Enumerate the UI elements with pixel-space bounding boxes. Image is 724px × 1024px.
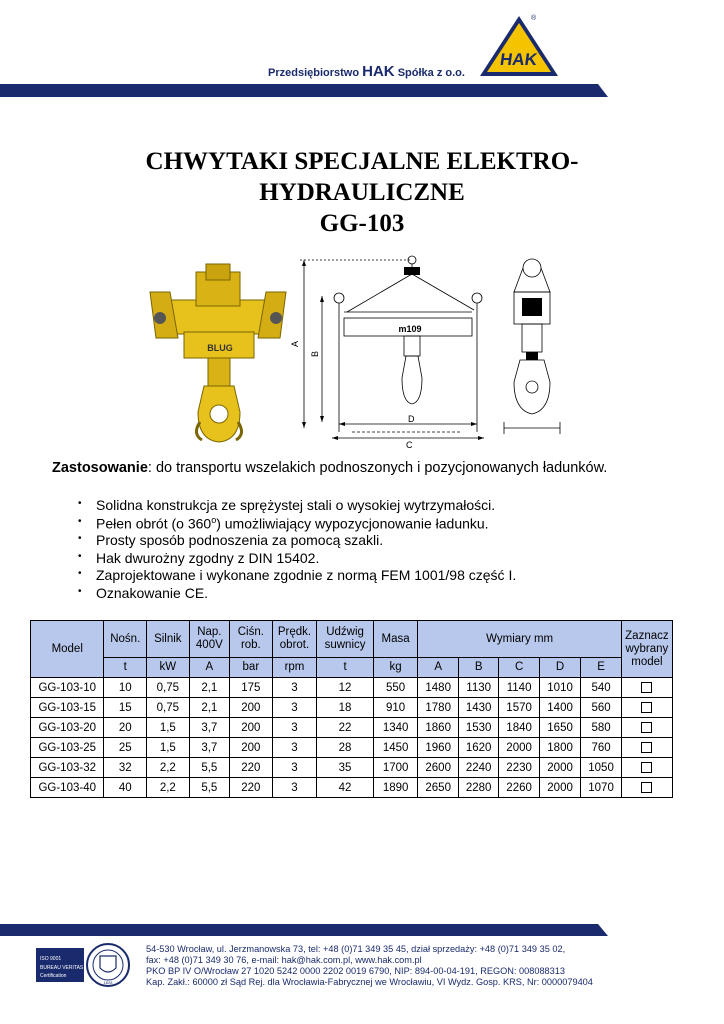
footer-line: fax: +48 (0)71 349 30 76, e-mail: hak@hak.com.pl, www.hak.com.pl <box>146 955 422 965</box>
value-cell: 25 <box>104 738 147 758</box>
value-cell: 12 <box>317 678 373 698</box>
bureau-veritas-cert-logo <box>36 942 132 988</box>
technical-drawing-side <box>500 252 564 442</box>
header-nosn: Nośn. <box>104 621 147 658</box>
value-cell: 42 <box>317 778 373 798</box>
footer-line: 54-530 Wrocław, ul. Jerzmanowska 73, tel: +48 (0)71 349 35 45, dział sprzedaży: +48 (0)71 349 35 02, <box>146 944 566 954</box>
model-cell: GG-103-25 <box>31 738 104 758</box>
value-cell: 1070 <box>581 778 621 798</box>
value-cell: 760 <box>581 738 621 758</box>
value-cell: 3 <box>272 738 317 758</box>
value-cell: 2230 <box>499 758 539 778</box>
value-cell: 2,1 <box>189 678 229 698</box>
select-model-checkbox[interactable] <box>641 782 652 793</box>
table-row <box>31 698 673 718</box>
value-cell: 1650 <box>539 718 581 738</box>
cert-line-1: ISO 9001 <box>40 956 62 962</box>
value-cell: 1570 <box>499 698 539 718</box>
value-cell: 2280 <box>458 778 498 798</box>
value-cell: 2000 <box>499 738 539 758</box>
header-udzwig-2: suwnicy <box>324 639 366 651</box>
value-cell: 32 <box>104 758 147 778</box>
spec-table <box>30 620 673 798</box>
select-model-cell <box>621 698 672 718</box>
value-cell: 3 <box>272 698 317 718</box>
header-masa: Masa <box>373 621 418 658</box>
table-row <box>31 678 673 698</box>
value-cell: 200 <box>230 718 273 738</box>
company-suffix: Spółka z o.o. <box>397 67 465 79</box>
company-prefix: Przedsiębiorstwo <box>268 67 360 79</box>
degree-superscript: o <box>211 514 217 525</box>
value-cell: 1840 <box>499 718 539 738</box>
photo-label: BLUG <box>207 343 233 353</box>
value-cell: 1,5 <box>147 738 190 758</box>
value-cell: 1620 <box>458 738 498 758</box>
model-cell: GG-103-40 <box>31 778 104 798</box>
unit-cell: A <box>189 658 229 678</box>
logo-text: HAK <box>498 50 539 69</box>
header-cisn-2: rob. <box>240 639 261 651</box>
value-cell: 540 <box>581 678 621 698</box>
unit-cell: t <box>317 658 373 678</box>
value-cell: 1450 <box>373 738 418 758</box>
model-cell: GG-103-20 <box>31 718 104 738</box>
header-predk <box>272 621 317 658</box>
value-cell: 2600 <box>418 758 458 778</box>
unit-cell: t <box>104 658 147 678</box>
usage-text <box>52 460 607 476</box>
header-udzwig <box>317 621 373 658</box>
header-bar <box>0 84 608 97</box>
feature-item: • Zaprojektowane i wykonane zgodnie z normą FEM 1001/98 część I. <box>78 567 516 585</box>
value-cell: 1480 <box>418 678 458 698</box>
select-model-checkbox[interactable] <box>641 742 652 753</box>
unit-cell: kW <box>147 658 190 678</box>
select-model-checkbox[interactable] <box>641 722 652 733</box>
select-model-checkbox[interactable] <box>641 702 652 713</box>
value-cell: 2260 <box>499 778 539 798</box>
feature-item: • Solidna konstrukcja ze sprężystej stali o wysokiej wytrzymałości. <box>78 497 516 515</box>
header-wymiary: Wymiary mm <box>418 621 621 658</box>
feature-list <box>78 497 516 602</box>
unit-cell: C <box>499 658 539 678</box>
registered-mark: ® <box>531 15 537 22</box>
value-cell: 3 <box>272 718 317 738</box>
value-cell: 1,5 <box>147 718 190 738</box>
header-cisn <box>230 621 273 658</box>
select-model-checkbox[interactable] <box>641 762 652 773</box>
select-model-cell <box>621 718 672 738</box>
dim-label-b: B <box>310 350 320 357</box>
value-cell: 2240 <box>458 758 498 778</box>
company-name <box>268 63 465 80</box>
value-cell: 5,5 <box>189 778 229 798</box>
table-row <box>31 778 673 798</box>
value-cell: 35 <box>317 758 373 778</box>
title-line-3: GG-103 <box>319 210 405 237</box>
header-model: Model <box>31 621 104 678</box>
value-cell: 910 <box>373 698 418 718</box>
table-body <box>31 678 673 798</box>
value-cell: 3 <box>272 778 317 798</box>
unit-cell: bar <box>230 658 273 678</box>
usage-label: Zastosowanie <box>52 460 148 476</box>
header-zaznacz-2: wybrany <box>625 642 669 655</box>
feature-item: • Prosty sposób podnoszenia za pomocą szakli. <box>78 532 516 550</box>
header-zaznacz-3: model <box>631 655 663 668</box>
value-cell: 3,7 <box>189 718 229 738</box>
value-cell: 2650 <box>418 778 458 798</box>
value-cell: 580 <box>581 718 621 738</box>
title-line-1: CHWYTAKI SPECJALNE ELEKTRO- <box>145 148 579 175</box>
value-cell: 2,2 <box>147 778 190 798</box>
value-cell: 1130 <box>458 678 498 698</box>
unit-cell: E <box>581 658 621 678</box>
header-silnik: Silnik <box>147 621 190 658</box>
value-cell: 1530 <box>458 718 498 738</box>
value-cell: 40 <box>104 778 147 798</box>
value-cell: 0,75 <box>147 698 190 718</box>
value-cell: 1010 <box>539 678 581 698</box>
value-cell: 10 <box>104 678 147 698</box>
header-predk-1: Prędk. <box>277 626 312 638</box>
page-title <box>0 146 724 239</box>
value-cell: 2,1 <box>189 698 229 718</box>
select-model-checkbox[interactable] <box>641 682 652 693</box>
value-cell: 1430 <box>458 698 498 718</box>
footer-bar <box>0 924 608 936</box>
value-cell: 0,75 <box>147 678 190 698</box>
header-nap-2: 400V <box>195 639 223 651</box>
unit-cell: D <box>539 658 581 678</box>
value-cell: 1700 <box>373 758 418 778</box>
footer-contact <box>146 944 593 988</box>
cert-line-2: BUREAU VERITAS <box>40 965 84 971</box>
header-predk-2: obrot. <box>279 639 310 651</box>
header-cisn-1: Ciśn. <box>237 626 264 638</box>
value-cell: 2000 <box>539 758 581 778</box>
value-cell: 22 <box>317 718 373 738</box>
value-cell: 2000 <box>539 778 581 798</box>
value-cell: 1960 <box>418 738 458 758</box>
product-photo <box>148 262 288 447</box>
value-cell: 220 <box>230 778 273 798</box>
cert-line-3: Certification <box>40 973 67 979</box>
value-cell: 1780 <box>418 698 458 718</box>
dim-label-d: D <box>408 414 415 424</box>
footer-line: Kap. Zakł.: 60000 zł Sąd Rej. dla Wrocławia-Fabrycznej we Wrocławiu, VI Wydz. Gosp. KRS, Nr: 0000079404 <box>146 977 593 987</box>
unit-cell: A <box>418 658 458 678</box>
unit-cell: rpm <box>272 658 317 678</box>
company-brand: HAK <box>362 63 395 80</box>
header-udzwig-1: Udźwig <box>326 626 364 638</box>
title-line-2: HYDRAULICZNE <box>259 179 465 206</box>
technical-drawing-front <box>292 252 494 452</box>
table-row <box>31 718 673 738</box>
unit-cell: kg <box>373 658 418 678</box>
model-cell: GG-103-32 <box>31 758 104 778</box>
cert-year: 1828 <box>103 980 113 985</box>
value-cell: 28 <box>317 738 373 758</box>
value-cell: 1800 <box>539 738 581 758</box>
value-cell: 20 <box>104 718 147 738</box>
feature-item <box>78 515 516 533</box>
select-model-cell <box>621 778 672 798</box>
drawing-plate-text: m109 <box>398 324 422 334</box>
feature-item-part: Pełen obrót (o 360 <box>96 515 212 532</box>
select-model-cell <box>621 758 672 778</box>
value-cell: 220 <box>230 758 273 778</box>
value-cell: 1340 <box>373 718 418 738</box>
value-cell: 18 <box>317 698 373 718</box>
value-cell: 1890 <box>373 778 418 798</box>
feature-item: • Hak dwurożny zgodny z DIN 15402. <box>78 550 516 568</box>
usage-description: : do transportu wszelakich podnoszonych i pozycjonowanych ładunków. <box>147 460 608 476</box>
value-cell: 3,7 <box>189 738 229 758</box>
value-cell: 1400 <box>539 698 581 718</box>
table-row <box>31 738 673 758</box>
footer-line: PKO BP IV O/Wrocław 27 1020 5242 0000 2202 0019 6790, NIP: 894-00-04-191, REGON: 008088313 <box>146 966 565 976</box>
feature-item-part: ) umożliwiający wypozycjonowanie ładunku. <box>216 515 489 532</box>
select-model-cell <box>621 678 672 698</box>
header-nap <box>189 621 229 658</box>
select-model-cell <box>621 738 672 758</box>
header-nap-1: Nap. <box>197 626 222 638</box>
value-cell: 3 <box>272 758 317 778</box>
value-cell: 175 <box>230 678 273 698</box>
value-cell: 200 <box>230 738 273 758</box>
value-cell: 1050 <box>581 758 621 778</box>
value-cell: 560 <box>581 698 621 718</box>
value-cell: 5,5 <box>189 758 229 778</box>
value-cell: 15 <box>104 698 147 718</box>
value-cell: 3 <box>272 678 317 698</box>
value-cell: 1860 <box>418 718 458 738</box>
value-cell: 1140 <box>499 678 539 698</box>
hak-logo <box>478 14 560 80</box>
model-cell: GG-103-10 <box>31 678 104 698</box>
header-zaznacz <box>621 621 672 678</box>
value-cell: 2,2 <box>147 758 190 778</box>
dim-label-a: A <box>290 340 300 347</box>
value-cell: 200 <box>230 698 273 718</box>
feature-item: • Oznakowanie CE. <box>78 585 516 603</box>
table-row <box>31 758 673 778</box>
unit-cell: B <box>458 658 498 678</box>
dim-label-c: C <box>406 440 413 450</box>
value-cell: 550 <box>373 678 418 698</box>
header-zaznacz-1: Zaznacz <box>625 629 669 642</box>
model-cell: GG-103-15 <box>31 698 104 718</box>
